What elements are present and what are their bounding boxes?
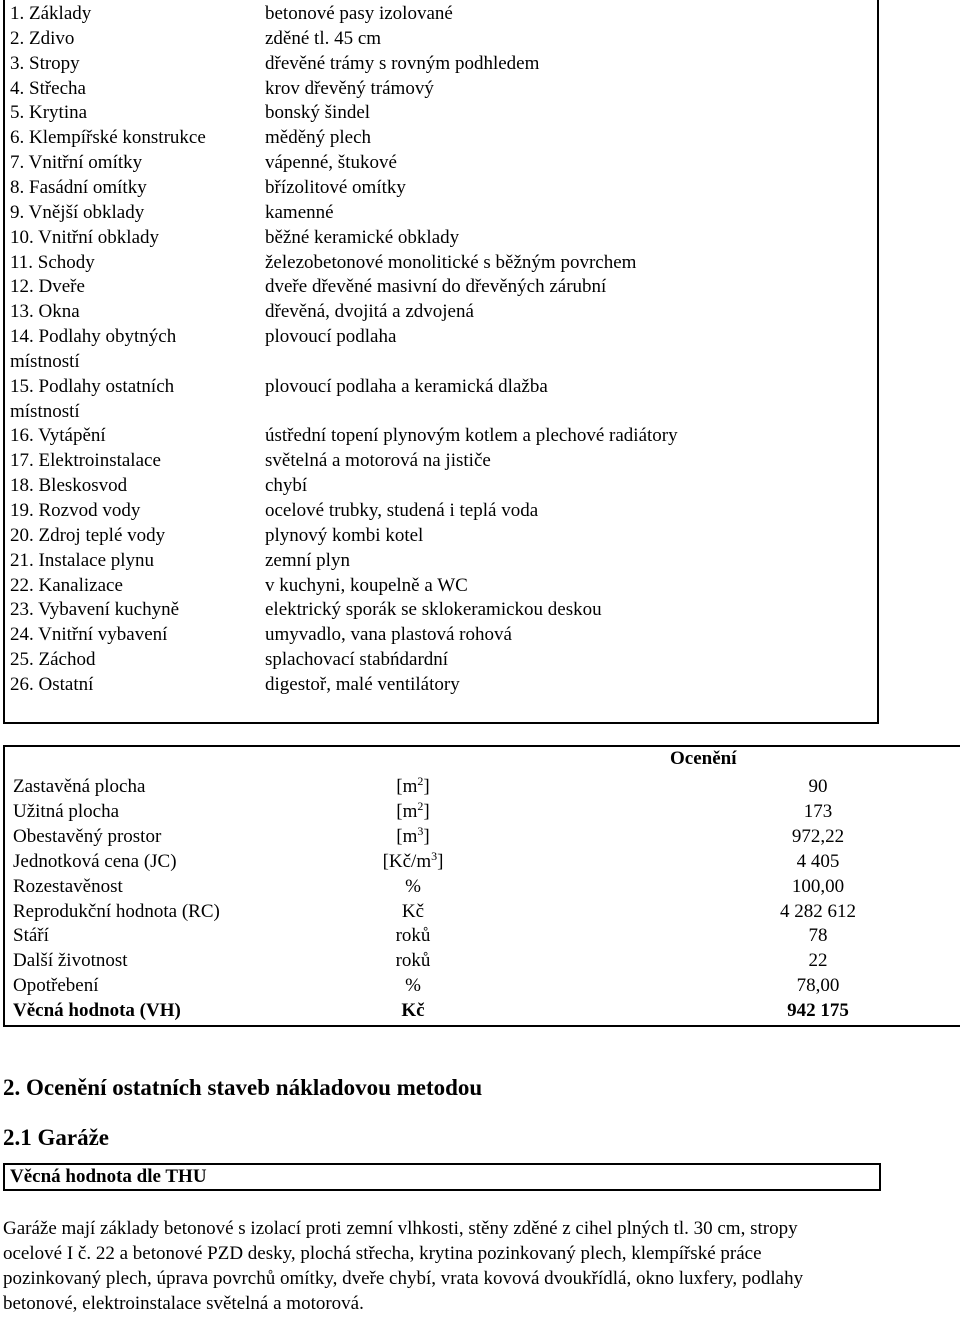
valuation-unit — [343, 874, 483, 899]
unit-text: roků — [395, 950, 431, 972]
spec-label: 25. Záchod — [10, 649, 96, 671]
valuation-unit — [343, 774, 483, 799]
unit-exponent: 2 — [417, 774, 424, 788]
section-heading: 2. Ocenění ostatních staveb nákladovou metodou — [3, 1075, 483, 1100]
spec-label: 21. Instalace plynu — [10, 549, 155, 571]
spec-label: 4. Střecha — [10, 77, 86, 99]
valuation-label: Věcná hodnota (VH) — [13, 1000, 181, 1022]
spec-value: betonové pasy izolované — [265, 3, 453, 24]
spec-label: 10. Vnitřní obklady — [10, 226, 160, 248]
spec-label: 22. Kanalizace — [10, 574, 123, 596]
spec-value: dveře dřevěné masivní do dřevěných zárubní — [265, 276, 607, 298]
valuation-value: 972,22 — [791, 825, 845, 847]
spec-value: měděný plech — [265, 127, 372, 149]
spec-label: 8. Fasádní omítky — [10, 176, 147, 198]
unit-bracket: ] — [423, 776, 430, 797]
spec-value: plovoucí podlaha — [265, 326, 397, 348]
valuation-label: Jednotková cena (JC) — [13, 850, 177, 872]
valuation-value: 90 — [808, 776, 828, 797]
valuation-value: 4 405 — [796, 850, 840, 872]
spec-value: břízolitové omítky — [265, 176, 406, 198]
spec-value: bonský šindel — [265, 102, 371, 124]
spec-value: dřevěná, dvojitá a zdvojená — [265, 301, 474, 323]
valuation-unit — [343, 899, 483, 924]
valuation-label: Rozestavěnost — [13, 875, 123, 897]
spec-value: zděné tl. 45 cm — [265, 27, 382, 49]
spec-label: 7. Vnitřní omítky — [10, 152, 143, 174]
thu-label: Věcná hodnota dle THU — [10, 1166, 207, 1187]
spec-label: 26. Ostatní — [10, 673, 94, 695]
valuation-value: 22 — [808, 950, 828, 972]
spec-value: železobetonové monolitické s běžným povrchem — [265, 251, 637, 273]
spec-value: ústřední topení plynovým kotlem a plechové radiátory — [265, 425, 678, 447]
spec-label: 19. Rozvod vody — [10, 500, 141, 521]
valuation-value: 173 — [803, 800, 833, 822]
unit-text: % — [405, 975, 421, 997]
valuation-label: Zastavěná plocha — [13, 776, 146, 797]
spec-value: v kuchyni, koupelně a WC — [265, 574, 468, 596]
description-paragraph: Garáže mají základy betonové s izolací proti zemní vlhkosti, stěny zděné z cihel plných tl. 30 cm, stropy ocelové I č. 22 a betonové PZD desky, plochá střecha, krytina pozinkovaný plech, klempířské práce pozinkovaný plech, úprava povrchů omítky, dveře chybí, vrata kovová dvoukřídlá, okno luxfery, podlahy betonové, elektroinstalace světelná a motorová. — [3, 1218, 804, 1314]
spec-value: zemní plyn — [265, 549, 350, 571]
unit-text: [m — [396, 776, 418, 797]
valuation-value: 100,00 — [791, 875, 845, 897]
valuation-value: 942 175 — [787, 1000, 849, 1022]
spec-label: 5. Krytina — [10, 102, 88, 124]
unit-bracket: ] — [437, 850, 444, 872]
spec-value: elektrický sporák se sklokeramickou deskou — [265, 599, 602, 621]
spec-label: 12. Dveře — [10, 276, 85, 298]
valuation-label: Stáří — [13, 925, 49, 947]
spec-label: 18. Bleskosvod — [10, 475, 128, 497]
valuation-unit — [343, 973, 483, 998]
valuation-label: Reprodukční hodnota (RC) — [13, 900, 220, 922]
subsection-heading: 2.1 Garáže — [3, 1125, 110, 1150]
spec-value: digestoř, malé ventilátory — [265, 673, 460, 695]
valuation-header: Ocenění — [670, 748, 737, 769]
spec-label: 23. Vybavení kuchyně — [10, 599, 180, 621]
unit-text: [Kč/m — [382, 850, 432, 872]
spec-label: 3. Stropy — [10, 52, 80, 74]
spec-value: plynový kombi kotel — [265, 524, 424, 546]
spec-value: umyvadlo, vana plastová rohová — [265, 624, 512, 646]
valuation-value: 78,00 — [796, 975, 840, 997]
unit-text: [m — [396, 800, 418, 822]
spec-value: krov dřevěný trámový — [265, 77, 434, 99]
spec-label: 14. Podlahy obytných místností — [10, 326, 177, 373]
spec-label: 15. Podlahy ostatních místností — [10, 375, 175, 422]
spec-value: světelná a motorová na jističe — [265, 450, 491, 472]
unit-bracket: ] — [423, 825, 430, 847]
spec-value: vápenné, štukové — [265, 152, 397, 174]
valuation-unit — [343, 923, 483, 948]
valuation-unit — [343, 799, 483, 824]
valuation-label: Užitná plocha — [13, 800, 120, 822]
unit-text: roků — [395, 925, 431, 947]
spec-label: 24. Vnitřní vybavení — [10, 624, 168, 646]
unit-text: [m — [396, 825, 418, 847]
spec-value: ocelové trubky, studená i teplá voda — [265, 500, 539, 521]
spec-label: 13. Okna — [10, 301, 80, 323]
unit-exponent: 3 — [417, 823, 424, 838]
spec-label: 11. Schody — [10, 251, 95, 273]
spec-value: splachovací stabńdardní — [265, 649, 449, 671]
valuation-unit — [343, 998, 483, 1023]
spec-value: kamenné — [265, 201, 334, 223]
spec-value: běžné keramické obklady — [265, 226, 460, 248]
valuation-value: 78 — [808, 925, 828, 947]
spec-label: 6. Klempířské konstrukce — [10, 127, 206, 149]
unit-bracket: ] — [423, 800, 430, 822]
valuation-label: Opotřebení — [13, 975, 99, 997]
unit-exponent: 3 — [431, 848, 438, 863]
unit-text: Kč — [401, 900, 425, 922]
unit-text: % — [405, 875, 421, 897]
valuation-unit — [343, 824, 483, 849]
spec-label: 20. Zdroj teplé vody — [10, 524, 166, 546]
valuation-unit — [343, 948, 483, 973]
valuation-label: Další životnost — [13, 950, 128, 972]
valuation-value: 4 282 612 — [780, 900, 856, 922]
spec-value: plovoucí podlaha a keramická dlažba — [265, 375, 548, 397]
spec-label: 16. Vytápění — [10, 425, 106, 447]
spec-label: 1. Základy — [10, 3, 92, 24]
spec-label: 2. Zdivo — [10, 27, 75, 49]
valuation-unit — [343, 849, 483, 874]
spec-label: 17. Elektroinstalace — [10, 450, 161, 472]
unit-exponent: 2 — [417, 798, 424, 813]
spec-value: chybí — [265, 475, 308, 497]
spec-value: dřevěné trámy s rovným podhledem — [265, 52, 540, 74]
spec-label: 9. Vnější obklady — [10, 201, 145, 223]
valuation-label: Obestavěný prostor — [13, 825, 162, 847]
unit-text: Kč — [401, 1000, 425, 1022]
